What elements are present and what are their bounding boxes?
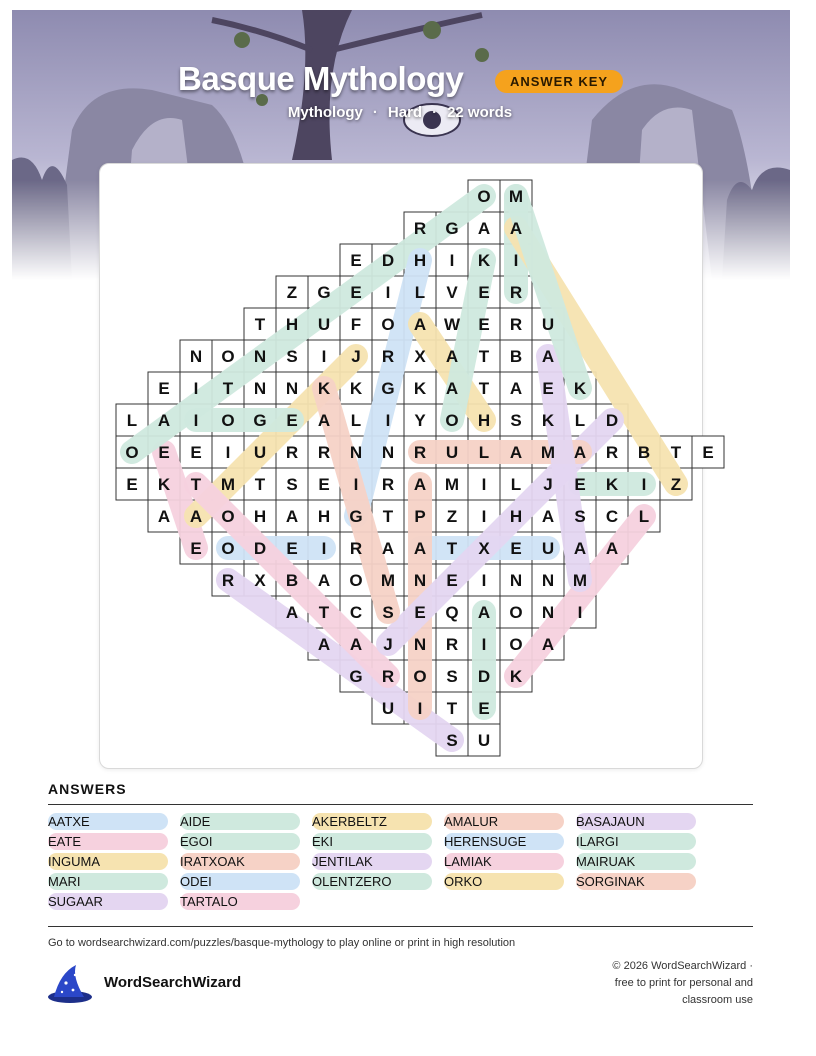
copyright-notice (570, 958, 753, 1009)
grid-letter: K (605, 475, 619, 494)
grid-letter: I (417, 699, 423, 718)
grid-letter: K (541, 411, 555, 430)
grid-letter: S (446, 667, 458, 686)
answer-word: JENTILAK (312, 853, 432, 870)
grid-letter: O (477, 187, 491, 206)
grid-letter: E (478, 283, 490, 302)
grid-letter: I (577, 603, 583, 622)
grid-letter: A (285, 603, 299, 622)
grid-letter: A (381, 539, 395, 558)
answer-word: EATE (48, 833, 168, 850)
grid-letter: W (443, 315, 461, 334)
grid-letter: R (349, 539, 363, 558)
grid-letter: N (541, 603, 555, 622)
grid-letter: O (413, 667, 427, 686)
grid-letter: N (381, 443, 395, 462)
puzzle-title: Basque Mythology (178, 60, 464, 97)
grid-letter: L (638, 507, 650, 526)
grid-letter: F (350, 315, 362, 334)
grid-letter: E (126, 475, 138, 494)
answer-word: LAMIAK (444, 853, 564, 870)
grid-letter: K (509, 667, 523, 686)
grid-letter: R (381, 475, 395, 494)
grid-letter: E (478, 699, 490, 718)
answer-word: AATXE (48, 813, 168, 830)
grid-letter: R (413, 219, 427, 238)
grid-letter: A (509, 219, 523, 238)
grid-letter: M (380, 571, 396, 590)
grid-letter: E (542, 379, 554, 398)
grid-letter: O (221, 507, 235, 526)
grid-letter: D (381, 251, 395, 270)
grid-letter: O (349, 571, 363, 590)
grid-letter: U (445, 443, 459, 462)
brand-name[interactable]: WordSearchWizard (104, 974, 242, 991)
grid-letter: J (383, 635, 393, 654)
grid-letter: A (413, 315, 427, 334)
grid-letter: L (350, 411, 362, 430)
grid-letter: I (449, 251, 455, 270)
grid-letter: L (574, 411, 586, 430)
grid-letter: E (190, 539, 202, 558)
grid-letter: K (413, 379, 427, 398)
grid-letter: A (477, 219, 491, 238)
grid-letter: A (349, 635, 363, 654)
grid-letter: A (573, 539, 587, 558)
grid-letter: J (351, 347, 361, 366)
grid-letter: A (189, 507, 203, 526)
divider (48, 926, 753, 927)
grid-letter: R (317, 443, 331, 462)
grid-letter: G (253, 411, 267, 430)
grid-letter: U (381, 699, 395, 718)
grid-letter: T (254, 315, 266, 334)
grid-letter: N (285, 379, 299, 398)
grid-letter: A (157, 507, 171, 526)
grid-letter: Y (414, 411, 426, 430)
grid-letter: E (478, 315, 490, 334)
grid-letter: L (510, 475, 522, 494)
answer-word: HERENSUGE (444, 833, 564, 850)
grid-letter: E (190, 443, 202, 462)
grid-letter: R (413, 443, 427, 462)
answer-word: AMALUR (444, 813, 564, 830)
grid-letter: N (509, 571, 523, 590)
grid-letter: A (317, 411, 331, 430)
answer-word: EGOI (180, 833, 300, 850)
grid-letter: I (481, 571, 487, 590)
grid-letter: E (510, 539, 522, 558)
grid-letter: U (253, 443, 267, 462)
grid-letter: U (477, 731, 491, 750)
answer-word: MAIRUAK (576, 853, 696, 870)
grid-letter: D (477, 667, 491, 686)
grid-letter: M (220, 475, 236, 494)
meta-separator: · (432, 104, 438, 121)
grid-letter: J (543, 475, 553, 494)
answer-word: AIDE (180, 813, 300, 830)
grid-letter: A (605, 539, 619, 558)
grid-letter: S (382, 603, 394, 622)
grid-letter: A (509, 443, 523, 462)
grid-letter: I (481, 475, 487, 494)
difficulty-label: Hard (387, 104, 423, 121)
puzzle-card (99, 163, 714, 769)
answer-word: ODEI (180, 873, 300, 890)
grid-letter: S (446, 731, 458, 750)
grid-letter: A (317, 635, 331, 654)
divider (48, 804, 753, 805)
grid-letter: E (286, 411, 298, 430)
grid-letter: L (126, 411, 138, 430)
grid-letter: E (702, 443, 714, 462)
grid-letter: R (381, 347, 395, 366)
grid-letter: R (509, 315, 523, 334)
grid-letter: M (508, 187, 524, 206)
grid-letter: G (317, 283, 331, 302)
grid-letter: R (509, 283, 523, 302)
grid-letter: A (573, 443, 587, 462)
grid-letter: S (574, 507, 586, 526)
grid-letter: A (157, 411, 171, 430)
grid-letter: X (414, 347, 426, 366)
answer-key-badge: ANSWER KEY (495, 70, 623, 93)
grid-letter: R (605, 443, 619, 462)
grid-letter: A (541, 635, 555, 654)
grid-letter: E (574, 475, 586, 494)
grid-letter: A (413, 475, 427, 494)
word-count-label: 22 words (447, 104, 513, 121)
copyright-line: classroom use (682, 994, 753, 1006)
grid-letter: N (413, 571, 427, 590)
grid-letter: R (381, 667, 395, 686)
grid-letter: S (286, 475, 298, 494)
grid-letter: U (541, 539, 555, 558)
grid-letter: N (189, 347, 203, 366)
grid-letter: H (253, 507, 267, 526)
grid-letter: E (158, 379, 170, 398)
grid-letter: Z (446, 507, 458, 526)
grid-letter: T (382, 507, 394, 526)
answer-word: EKI (312, 833, 432, 850)
answer-word: MARI (48, 873, 168, 890)
grid-letter: L (478, 443, 490, 462)
answer-word: IRATXOAK (180, 853, 300, 870)
grid-letter: M (540, 443, 556, 462)
grid-letter: O (125, 443, 139, 462)
puzzle-meta (230, 104, 570, 121)
grid-letter: H (413, 251, 427, 270)
grid-letter: N (253, 347, 267, 366)
grid-letter: K (317, 379, 331, 398)
answer-word: TARTALO (180, 893, 300, 910)
grid-letter: I (321, 347, 327, 366)
grid-letter: R (221, 571, 235, 590)
grid-letter: T (446, 699, 458, 718)
grid-letter: A (477, 603, 491, 622)
grid-letter: R (285, 443, 299, 462)
grid-letter: O (221, 411, 235, 430)
grid-letter: E (350, 283, 362, 302)
grid-letter: A (413, 539, 427, 558)
grid-letter: N (541, 571, 555, 590)
grid-letter: I (481, 635, 487, 654)
answer-word: ILARGI (576, 833, 696, 850)
grid-letter: U (317, 315, 331, 334)
grid-letter: M (444, 475, 460, 494)
grid-letter: C (349, 603, 363, 622)
answer-word: SUGAAR (48, 893, 168, 910)
grid-letter: L (414, 283, 426, 302)
wizard-hat-icon (46, 963, 94, 1005)
grid-letter: B (637, 443, 651, 462)
grid-letter: T (478, 347, 490, 366)
grid-letter: S (510, 411, 522, 430)
grid-letter: H (285, 315, 299, 334)
grid-letter: K (477, 251, 491, 270)
grid-letter: B (509, 347, 523, 366)
grid-letter: O (381, 315, 395, 334)
grid-letter: P (414, 507, 426, 526)
grid-letter: T (318, 603, 330, 622)
grid-letter: A (445, 347, 459, 366)
grid-letter: D (605, 411, 619, 430)
grid-letter: U (541, 315, 555, 334)
grid-letter: G (381, 379, 395, 398)
grid-letter: G (445, 219, 459, 238)
grid-letter: H (509, 507, 523, 526)
grid-letter: H (477, 411, 491, 430)
grid-letter: I (193, 379, 199, 398)
answer-word: INGUMA (48, 853, 168, 870)
grid-letter: K (349, 379, 363, 398)
grid-letter: I (481, 507, 487, 526)
grid-letter: S (286, 347, 298, 366)
grid-letter: T (254, 475, 266, 494)
grid-letter: E (414, 603, 426, 622)
grid-letter: A (285, 507, 299, 526)
grid-letter: A (317, 571, 331, 590)
grid-letter: I (193, 411, 199, 430)
grid-letter: T (670, 443, 682, 462)
grid-letter: Z (286, 283, 298, 302)
answer-word: SORGINAK (576, 873, 696, 890)
grid-letter: O (221, 539, 235, 558)
grid-letter: X (254, 571, 266, 590)
answer-word: AKERBELTZ (312, 813, 432, 830)
grid-letter: N (253, 379, 267, 398)
grid-letter: O (509, 603, 523, 622)
meta-separator: · (372, 104, 378, 121)
grid-letter: A (541, 507, 555, 526)
grid-letter: T (478, 379, 490, 398)
grid-letter: E (318, 475, 330, 494)
grid-letter: N (349, 443, 363, 462)
copyright-line: © 2026 WordSearchWizard · (612, 960, 753, 972)
grid-letter: G (349, 507, 363, 526)
grid-letter: I (353, 475, 359, 494)
grid-letter: Z (670, 475, 682, 494)
grid-letter: I (225, 443, 231, 462)
grid-letter: T (190, 475, 202, 494)
category-label: Mythology (287, 104, 363, 121)
grid-letter: V (446, 283, 458, 302)
grid-letter: A (509, 379, 523, 398)
grid-letter: G (349, 667, 363, 686)
grid-letter: K (573, 379, 587, 398)
grid-letter: O (509, 635, 523, 654)
grid-letter: A (541, 347, 555, 366)
grid-letter: M (572, 571, 588, 590)
word-grid[interactable] (100, 164, 714, 768)
grid-letter: H (317, 507, 331, 526)
grid-letter: E (158, 443, 170, 462)
grid-letter: R (445, 635, 459, 654)
grid-letter: T (446, 539, 458, 558)
grid-letter: C (605, 507, 619, 526)
grid-letter: K (157, 475, 171, 494)
grid-letter: I (513, 251, 519, 270)
grid-letter: E (446, 571, 458, 590)
answer-word: ORKO (444, 873, 564, 890)
grid-letter: Q (445, 603, 459, 622)
grid-letter: I (321, 539, 327, 558)
grid-letter: X (478, 539, 490, 558)
grid-letter: I (385, 411, 391, 430)
grid-letter: I (385, 283, 391, 302)
grid-letter: D (253, 539, 267, 558)
grid-letter: A (445, 379, 459, 398)
grid-letter: O (221, 347, 235, 366)
answer-word: OLENTZERO (312, 873, 432, 890)
copyright-line: free to print for personal and (614, 977, 753, 989)
footer-link[interactable]: Go to wordsearchwizard.com/puzzles/basque-mythology to play online or print in high resolution (48, 937, 516, 949)
grid-letter: B (285, 571, 299, 590)
grid-letter: T (222, 379, 234, 398)
grid-letter: O (445, 411, 459, 430)
grid-letter: I (641, 475, 647, 494)
answers-heading: ANSWERS (48, 781, 127, 797)
grid-letter: N (413, 635, 427, 654)
grid-letter: E (286, 539, 298, 558)
grid-letter: E (350, 251, 362, 270)
answer-word: BASAJAUN (576, 813, 696, 830)
